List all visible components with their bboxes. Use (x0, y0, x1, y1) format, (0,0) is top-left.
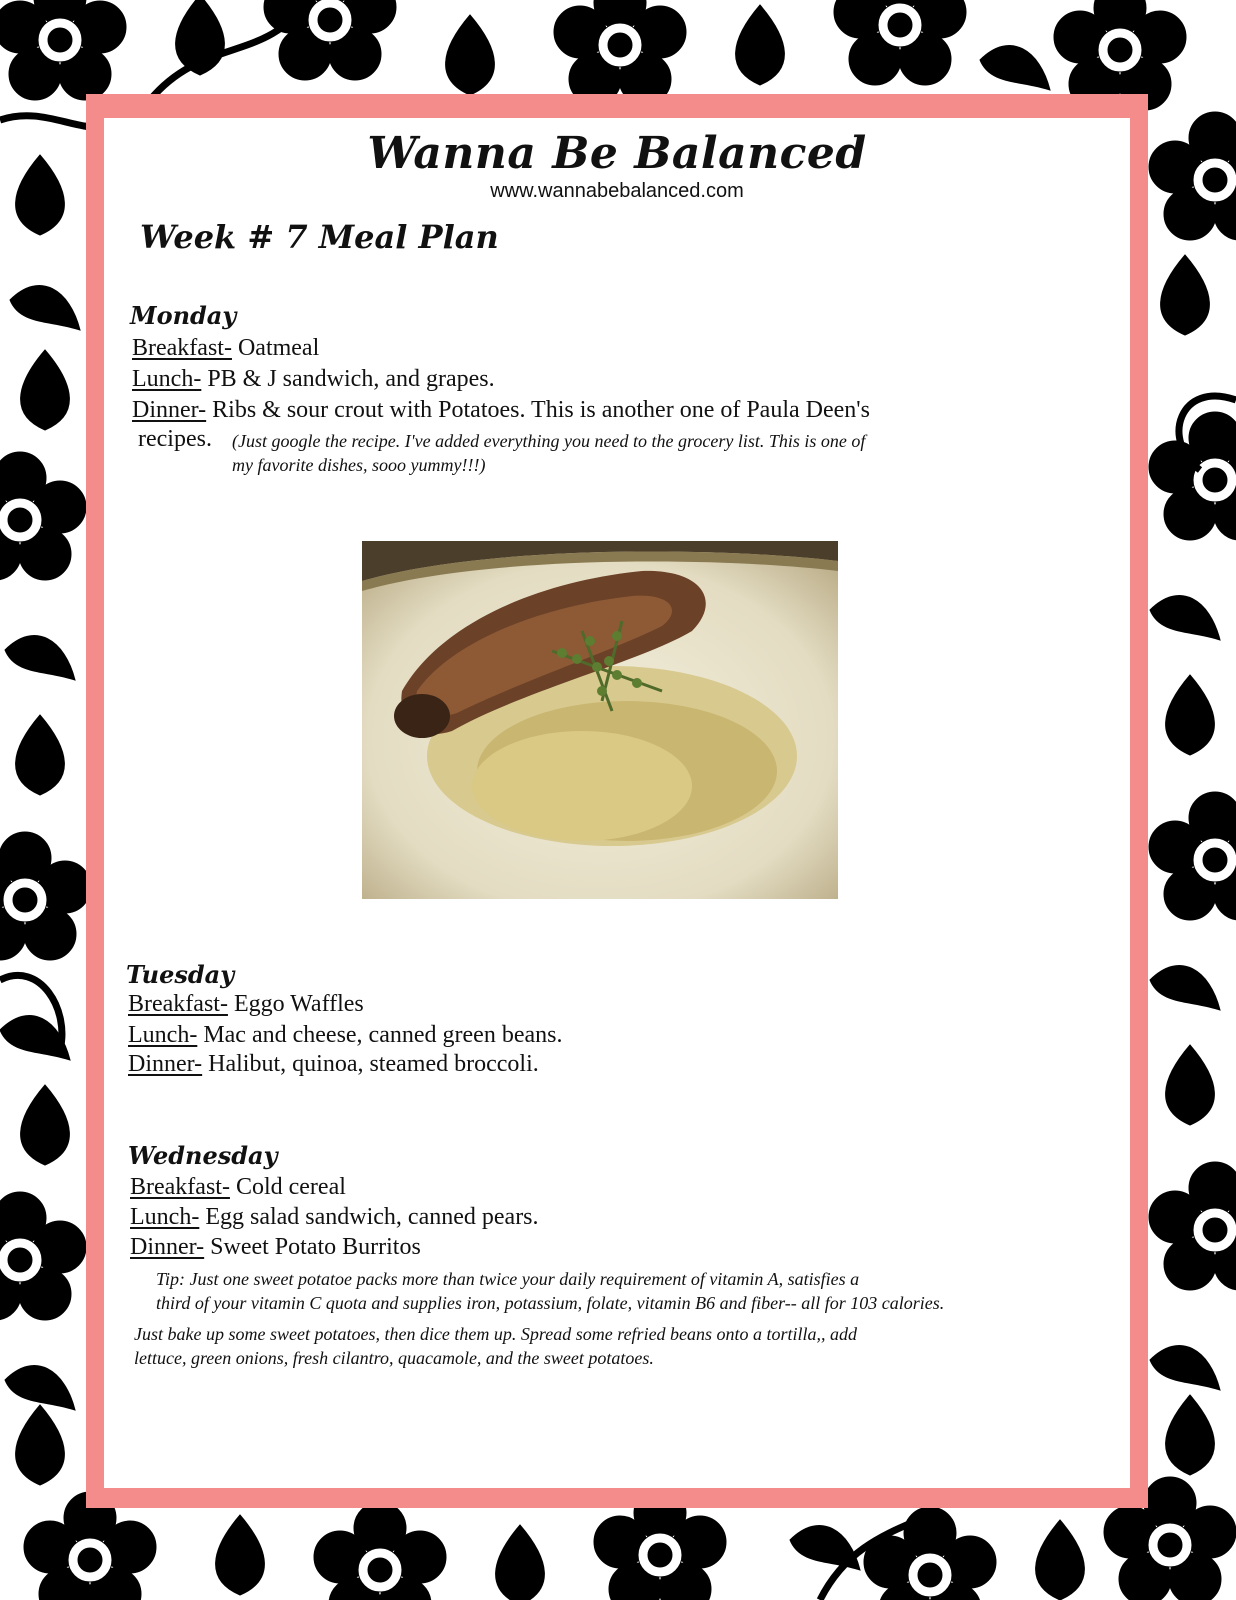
ribs-sauerkraut-photo (362, 541, 838, 899)
monday-dinner-continued: recipes. (138, 426, 212, 452)
monday-note-line-1: (Just google the recipe. I've added everything you need to the grocery list. This is one of (232, 431, 866, 451)
lunch-item: PB & J sandwich, and grapes. (207, 366, 495, 392)
monday-dinner (132, 397, 870, 424)
breakfast-item: Cold cereal (235, 1174, 346, 1200)
breakfast-item: Eggo Waffles (233, 991, 364, 1017)
wednesday-tip-line-1: Tip: Just one sweet potatoe packs more than twice your daily requirement of vitamin A, satisfies a (156, 1269, 860, 1289)
wednesday-instructions-line-1: Just bake up some sweet potatoes, then dice them up. Spread some refried beans onto a tortilla,, add (134, 1324, 858, 1344)
dinner-item: Sweet Potato Burritos (210, 1234, 421, 1260)
dinner-label: Dinner- (128, 1051, 203, 1077)
breakfast-item: Oatmeal (237, 335, 320, 361)
lunch-item: Egg salad sandwich, canned pears. (205, 1204, 539, 1230)
week-title: Week # 7 Meal Plan (140, 218, 499, 256)
site-title: Wanna Be Balanced (367, 128, 867, 179)
lunch-item: Mac and cheese, canned green beans. (203, 1022, 563, 1048)
day-heading-monday: Monday (130, 301, 237, 330)
wednesday-instructions-line-2: lettuce, green onions, fresh cilantro, quacamole, and the sweet potatoes. (134, 1348, 654, 1368)
site-url[interactable]: www.wannabebalanced.com (490, 180, 744, 202)
breakfast-label: Breakfast- (130, 1174, 230, 1200)
tuesday-breakfast (128, 991, 364, 1018)
wednesday-tip-line-2: third of your vitamin C quota and supplies iron, potassium, folate, vitamin B6 and fiber-- all for 103 calories. (156, 1293, 945, 1313)
wednesday-lunch (130, 1204, 539, 1231)
monday-note-line-2: my favorite dishes, sooo yummy!!!) (232, 455, 486, 475)
dinner-item: Ribs & sour crout with Potatoes. This is another one of Paula Deen's (212, 397, 870, 423)
dinner-label: Dinner- (130, 1234, 205, 1260)
tuesday-dinner (128, 1051, 539, 1078)
day-heading-tuesday: Tuesday (126, 960, 235, 989)
lunch-label: Lunch- (128, 1022, 198, 1048)
wednesday-dinner (130, 1234, 421, 1261)
dinner-label: Dinner- (132, 397, 207, 423)
breakfast-label: Breakfast- (132, 335, 232, 361)
day-heading-wednesday: Wednesday (128, 1141, 278, 1170)
tuesday-lunch (128, 1022, 562, 1049)
meal-plan-page (104, 118, 1130, 1488)
lunch-label: Lunch- (130, 1204, 200, 1230)
lunch-label: Lunch- (132, 366, 202, 392)
dinner-item: Halibut, quinoa, steamed broccoli. (208, 1051, 539, 1077)
monday-lunch (132, 366, 495, 393)
wednesday-breakfast (130, 1174, 346, 1201)
breakfast-label: Breakfast- (128, 991, 228, 1017)
monday-breakfast (132, 335, 319, 362)
